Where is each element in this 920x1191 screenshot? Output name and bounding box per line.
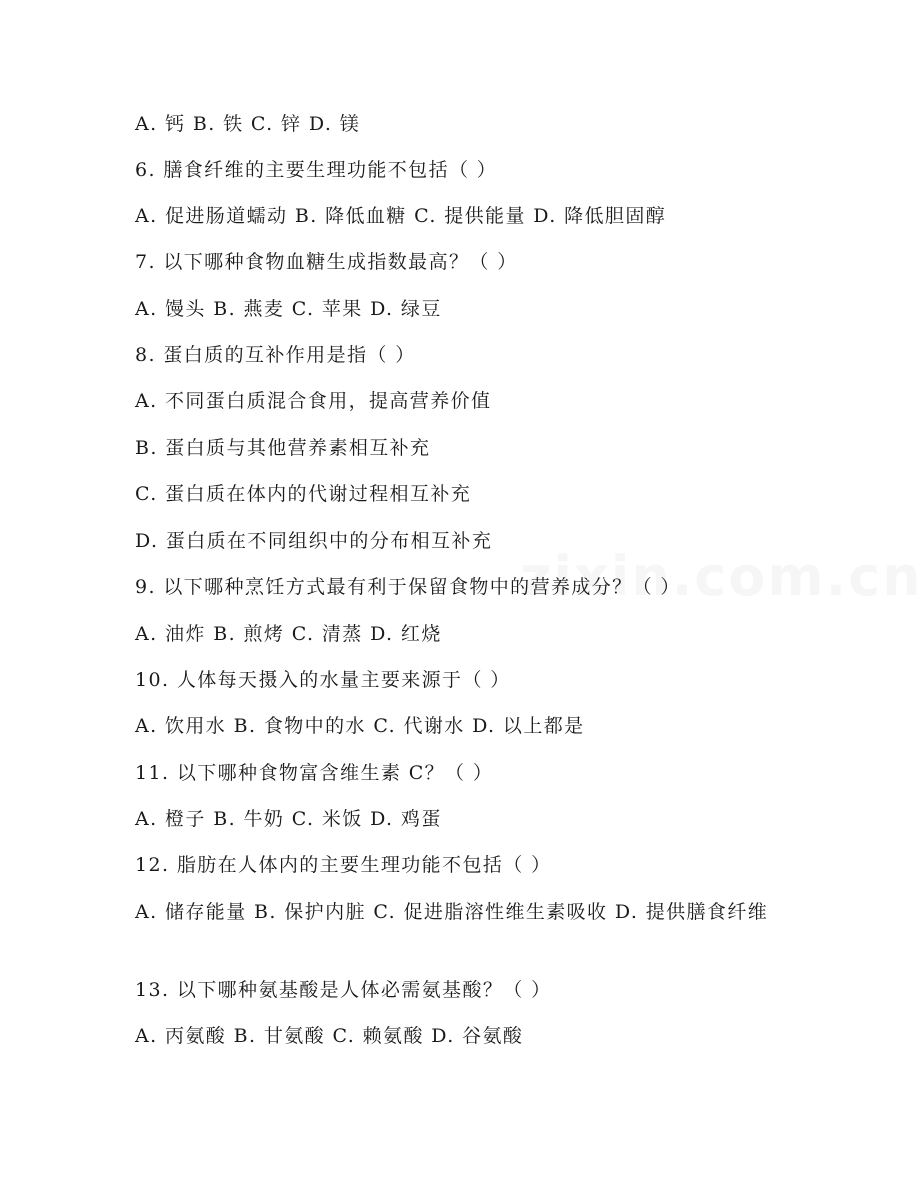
option-8b: B. 蛋白质与其他营养素相互补充 — [135, 437, 431, 459]
option-8a: A. 不同蛋白质混合食用，提高营养价值 — [135, 390, 492, 412]
options-q11: A. 橙子 B. 牛奶 C. 米饭 D. 鸡蛋 — [135, 808, 442, 830]
option-8c: C. 蛋白质在体内的代谢过程相互补充 — [135, 483, 472, 505]
question-12: 12. 脂肪在人体内的主要生理功能不包括（ ） — [135, 854, 552, 876]
option-8d: D. 蛋白质在不同组织中的分布相互补充 — [135, 530, 493, 552]
question-11: 11. 以下哪种食物富含维生素 C？（ ） — [135, 762, 494, 784]
question-8: 8. 蛋白质的互补作用是指（ ） — [135, 344, 416, 366]
question-6: 6. 膳食纤维的主要生理功能不包括（ ） — [135, 159, 498, 181]
options-q6: A. 促进肠道蠕动 B. 降低血糖 C. 提供能量 D. 降低胆固醇 — [135, 205, 667, 227]
question-9: 9. 以下哪种烹饪方式最有利于保留食物中的营养成分？（ ） — [135, 576, 681, 598]
question-7: 7. 以下哪种食物血糖生成指数最高？（ ） — [135, 251, 518, 273]
options-q10: A. 饮用水 B. 食物中的水 C. 代谢水 D. 以上都是 — [135, 715, 585, 737]
question-13: 13. 以下哪种氨基酸是人体必需氨基酸？（ ） — [135, 979, 552, 1001]
question-10: 10. 人体每天摄入的水量主要来源于（ ） — [135, 669, 511, 691]
options-q5: A. 钙 B. 铁 C. 锌 D. 镁 — [135, 113, 361, 135]
options-q7: A. 馒头 B. 燕麦 C. 苹果 D. 绿豆 — [135, 298, 442, 320]
options-q13: A. 丙氨酸 B. 甘氨酸 C. 赖氨酸 D. 谷氨酸 — [135, 1025, 524, 1047]
options-q12: A. 储存能量 B. 保护内脏 C. 促进脂溶性维生素吸收 D. 提供膳食纤维 — [135, 901, 769, 923]
options-q9: A. 油炸 B. 煎烤 C. 清蒸 D. 红烧 — [135, 623, 442, 645]
